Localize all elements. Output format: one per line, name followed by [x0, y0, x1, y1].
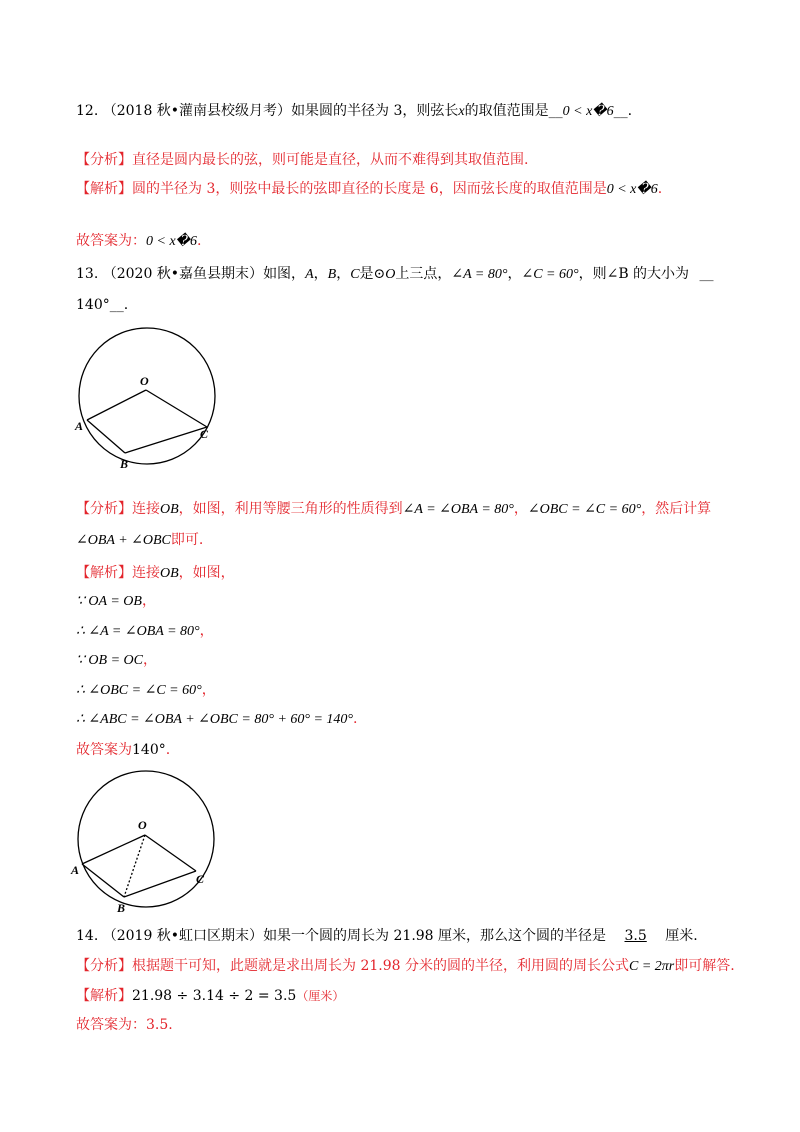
q13-solution-ob: OB: [160, 566, 179, 581]
q13-blank-left: __: [699, 266, 714, 282]
q14-source: （2019 秋•虹口区期末）: [102, 928, 264, 944]
q13-step-tail: ，: [199, 623, 214, 639]
q13-source: （2020 秋•嘉鱼县期末）: [102, 266, 264, 282]
q13-step: [76, 709, 358, 730]
q13-number: 13.: [76, 266, 99, 282]
label-b: B: [120, 457, 129, 471]
q13-analysis-c: ，: [513, 501, 528, 517]
q13-analysis-a: 连接: [132, 501, 160, 517]
q12-final-end: .: [197, 233, 202, 249]
q12-source: （2018 秋•灌南县校级月考）: [102, 103, 292, 119]
q14-solution-math: 21.98 ÷ 3.14 ÷ 2 = 3.5: [132, 988, 297, 1004]
q12-analysis-tag: 【分析】: [76, 152, 132, 168]
segment-oc: [146, 390, 207, 427]
q13-final: [76, 740, 170, 760]
q13-sep1: ，: [313, 266, 328, 282]
q13-stem-b: 是⊙: [359, 266, 386, 282]
segment-oa: [87, 390, 146, 420]
q12-analysis: [76, 150, 528, 170]
q14-solution-tag: 【解析】: [76, 988, 132, 1004]
q14-analysis-b: 即可解答.: [674, 958, 735, 974]
q13-answer: 140°: [76, 297, 110, 313]
q13-point-a: A: [305, 267, 314, 282]
q14-analysis: [76, 956, 735, 977]
q13-step: [76, 621, 214, 642]
q13-analysis-e: 即可.: [170, 532, 204, 548]
q12-solution-value: 0 < x�6: [606, 182, 658, 197]
q12-blank-left: __: [548, 103, 563, 119]
q13-sep3: ，: [507, 266, 522, 282]
q13-step-math: ∴ ∠ABC = ∠OBA + ∠OBC = 80° + 60° = 140°: [76, 712, 354, 727]
q12-solution-tag: 【解析】: [76, 181, 132, 197]
q14-final-value: 3.5: [146, 1017, 169, 1033]
segment-bc: [124, 871, 196, 897]
q14-analysis-a: 根据题干可知，此题就是求出周长为 21.98 分米的圆的半径，利用圆的周长公式: [132, 958, 629, 974]
q12-solution: [76, 179, 662, 200]
q13-figure-2: [70, 766, 230, 916]
q13-step-math: ∵ OB = OC: [76, 653, 143, 668]
q12-solution-text: 圆的半径为 3，则弦中最长的弦即直径的长度是 6，因而弦长度的取值范围是: [132, 181, 607, 197]
q13-solution-a: 连接: [132, 565, 160, 581]
q13-cond2: ∠C = 60°: [521, 267, 579, 282]
q13-solution-b: ，如图，: [178, 565, 235, 581]
q12-blank-right: __.: [613, 103, 633, 119]
q14-stem: [76, 926, 698, 946]
q14-answer: 3.5: [624, 928, 647, 944]
label-c: C: [196, 872, 205, 886]
q14-stem-b: 厘米.: [665, 928, 698, 944]
q13-stem-c: 上三点，: [395, 266, 452, 282]
q13-figure-1: [72, 326, 232, 476]
q14-analysis-tag: 【分析】: [76, 958, 132, 974]
q12-answer: 0 < x�6: [562, 104, 614, 119]
q12-var-x: x: [458, 104, 465, 119]
q13-analysis-b: ，如图，利用等腰三角形的性质得到: [178, 501, 403, 517]
label-o: O: [140, 374, 149, 388]
segment-oc: [145, 835, 196, 871]
q13-analysis: [76, 499, 711, 520]
q13-analysis-ob: OB: [160, 502, 179, 517]
q14-analysis-formula: C = 2πr: [628, 959, 675, 974]
q13-analysis-eq1: ∠A = ∠OBA = 80°: [402, 502, 514, 517]
label-c: C: [200, 427, 209, 441]
q13-point-o: O: [385, 267, 396, 282]
q14-final-end: .: [168, 1017, 173, 1033]
q12-stem-a: 如果圆的半径为 3，则弦长: [291, 103, 459, 119]
q13-step-math: ∴ ∠A = ∠OBA = 80°: [76, 624, 200, 639]
q12-final-value: 0 < x�6: [146, 234, 198, 249]
q13-analysis-eq2: ∠OBC = ∠C = 60°: [527, 502, 642, 517]
q12-stem-b: 的取值范围是: [464, 103, 549, 119]
figure-circle: [79, 328, 215, 464]
q12-analysis-text: 直径是圆内最长的弦，则可能是直径，从而不难得到其取值范围.: [132, 152, 529, 168]
q13-solution: [76, 563, 235, 584]
q13-step-tail: ，: [201, 682, 216, 698]
q13-solution-tag: 【解析】: [76, 565, 132, 581]
q13-step: [76, 680, 216, 701]
q12-final: [76, 231, 201, 252]
q13-step-math: ∴ ∠OBC = ∠C = 60°: [76, 683, 202, 698]
q14-final: [76, 1015, 173, 1035]
q13-analysis-tag: 【分析】: [76, 501, 132, 517]
figure-circle: [78, 771, 214, 907]
label-b: B: [117, 901, 126, 915]
q13-step: [76, 650, 157, 671]
q13-analysis-cont: [76, 530, 203, 551]
q13-step-tail: .: [353, 711, 358, 727]
q14-solution-unit: （厘米）: [296, 989, 345, 1003]
q12-stem: [76, 101, 632, 122]
segment-bc: [125, 427, 207, 453]
segment-oa: [82, 835, 145, 864]
q14-number: 14.: [76, 928, 99, 944]
q14-stem-a: 如果一个圆的周长为 21.98 厘米，那么这个圆的半径是: [263, 928, 607, 944]
q13-step-tail: ，: [141, 593, 156, 609]
label-o: O: [138, 818, 147, 832]
q13-analysis-d: ，然后计算: [641, 501, 712, 517]
q13-step-math: ∵ OA = OB: [76, 594, 142, 609]
q13-answer-line: [76, 295, 128, 315]
q13-blank-right: __.: [109, 297, 129, 313]
q14-solution: [76, 986, 344, 1006]
q13-sep2: ，: [336, 266, 351, 282]
q13-stem: [76, 264, 714, 285]
q13-step-tail: ，: [142, 652, 157, 668]
q14-final-label: 故答案为：: [76, 1017, 146, 1033]
q12-number: 12.: [76, 103, 99, 119]
segment-ob-dotted: [124, 835, 145, 897]
q13-final-end: .: [165, 742, 171, 758]
label-a: A: [75, 419, 84, 433]
q13-stem-d: ，则∠B 的大小为: [578, 266, 690, 282]
q13-analysis-eq3: ∠OBA + ∠OBC: [76, 533, 171, 548]
q12-solution-end: .: [657, 181, 663, 197]
q13-point-c: C: [350, 267, 360, 282]
q13-point-b: B: [327, 267, 337, 282]
q13-step: [76, 591, 156, 612]
q13-final-label: 故答案为: [76, 742, 132, 758]
q13-cond1: ∠A = 80°: [451, 267, 508, 282]
label-a: A: [71, 863, 80, 877]
q13-stem-a: 如图，: [263, 266, 306, 282]
q12-final-label: 故答案为：: [76, 233, 146, 249]
q13-final-value: 140°: [132, 742, 166, 758]
